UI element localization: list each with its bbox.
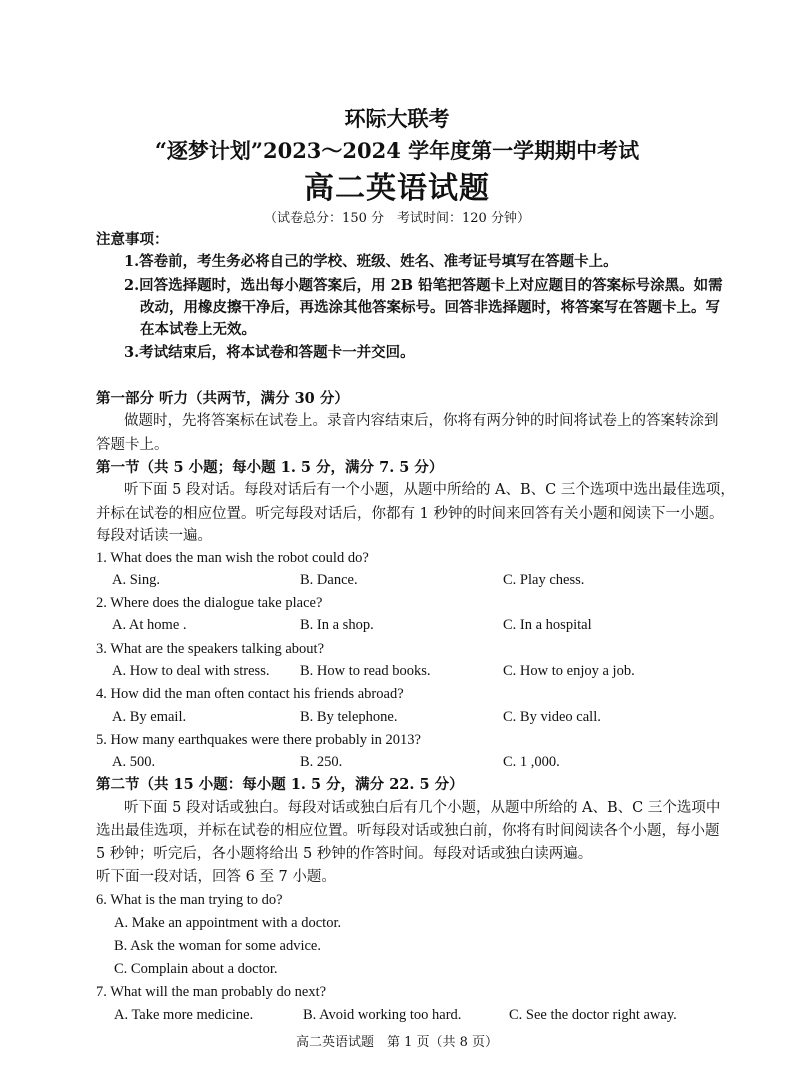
q6-option-a: A. Make an appointment with a doctor.	[114, 915, 342, 931]
q1-option-c: C. Play chess.	[503, 572, 585, 588]
notice-item-2-cont: 改动，用橡皮擦干净后，再选涂其他答案标号。回答非选择题时，将答案写在答题卡上。写	[140, 299, 720, 316]
exam-alliance-title: 环际大联考	[344, 106, 450, 131]
section1-heading: 第一节（共 5 小题；每小题 1. 5 分，满分 7. 5 分）	[96, 459, 444, 476]
question-6: 6. What is the man trying to do?	[96, 892, 283, 908]
part1-heading: 第一部分 听力（共两节，满分 30 分）	[96, 390, 349, 407]
q3-option-c: C. How to enjoy a job.	[503, 663, 635, 679]
notice-item-2: 2.回答选择题时，选出每小题答案后，用 2B 铅笔把答题卡上对应题目的答案标号涂黑。如需	[124, 277, 723, 294]
q2-option-a: A. At home .	[112, 617, 187, 633]
part1-intro-1: 做题时，先将答案标在试卷上。录音内容结束后，你将有两分钟的时间将试卷上的答案转涂到	[124, 413, 719, 429]
section1-intro-2: 并标在试卷的相应位置。听完每段对话后，你都有 1 秒钟的时间来回答有关小题和阅读下一小题。	[96, 506, 724, 522]
notice-item-3: 3.考试结束后，将本试卷和答题卡一并交回。	[124, 344, 415, 361]
section1-intro-1: 听下面 5 段对话。每段对话后有一个小题，从题中所给的 A、B、C 三个选项中选出最佳选项，	[124, 482, 735, 498]
q3-option-a: A. How to deal with stress.	[112, 663, 270, 679]
notice-item-1: 1.答卷前，考生务必将自己的学校、班级、姓名、准考证号填写在答题卡上。	[124, 253, 618, 270]
notice-heading: 注意事项：	[96, 231, 169, 248]
section2-intro-3: 5 秒钟；听完后，各小题将给出 5 秒钟的作答时间。每段对话或独白读两遍。	[96, 846, 593, 862]
q2-option-c: C. In a hospital	[503, 617, 592, 633]
section1-intro-3: 每段对话读一遍。	[96, 528, 212, 544]
q7-option-c: C. See the doctor right away.	[509, 1007, 677, 1023]
section2-intro-2: 选出最佳选项，并标在试卷的相应位置。听每段对话或独白前，你将有时间阅读各个小题，每小题	[96, 823, 720, 839]
q4-option-b: B. By telephone.	[300, 709, 398, 725]
question-2: 2. Where does the dialogue take place?	[96, 595, 323, 611]
exam-session-title: “逐梦计划”2023～2024 学年度第一学期期中考试	[154, 138, 640, 163]
section2-heading: 第二节（共 15 小题：每小题 1. 5 分，满分 22. 5 分）	[96, 776, 464, 793]
q4-option-c: C. By video call.	[503, 709, 601, 725]
page-footer: 高二英语试题 第 1 页（共 8 页）	[295, 1035, 499, 1050]
q4-option-a: A. By email.	[112, 709, 187, 725]
question-5: 5. How many earthquakes were there probably in 2013?	[96, 732, 421, 748]
q6-option-c: C. Complain about a doctor.	[114, 961, 278, 977]
q5-option-c: C. 1 ,000.	[503, 754, 560, 770]
notice-item-2-end: 在本试卷上无效。	[140, 321, 256, 338]
exam-meta: （试卷总分：150 分 考试时间：120 分钟）	[264, 211, 530, 226]
question-3: 3. What are the speakers talking about?	[96, 641, 325, 657]
exam-subject-title: 高二英语试题	[304, 171, 490, 206]
question-7: 7. What will the man probably do next?	[96, 984, 327, 1000]
q1-option-a: A. Sing.	[112, 572, 160, 588]
part1-intro-2: 答题卡上。	[96, 437, 169, 453]
q2-option-b: B. In a shop.	[300, 617, 374, 633]
question-1: 1. What does the man wish the robot could do?	[96, 550, 369, 566]
q5-option-b: B. 250.	[300, 754, 343, 770]
q6-option-b: B. Ask the woman for some advice.	[114, 938, 321, 954]
section2-sub-instruction: 听下面一段对话，回答 6 至 7 小题。	[96, 869, 336, 885]
q1-option-b: B. Dance.	[300, 572, 358, 588]
q3-option-b: B. How to read books.	[300, 663, 431, 679]
question-4: 4. How did the man often contact his friends abroad?	[96, 686, 404, 702]
section2-intro-1: 听下面 5 段对话或独白。每段对话或独白后有几个小题，从题中所给的 A、B、C 三个选项中	[124, 800, 721, 816]
q7-option-a: A. Take more medicine.	[114, 1007, 254, 1023]
q7-option-b: B. Avoid working too hard.	[303, 1007, 462, 1023]
q5-option-a: A. 500.	[112, 754, 156, 770]
